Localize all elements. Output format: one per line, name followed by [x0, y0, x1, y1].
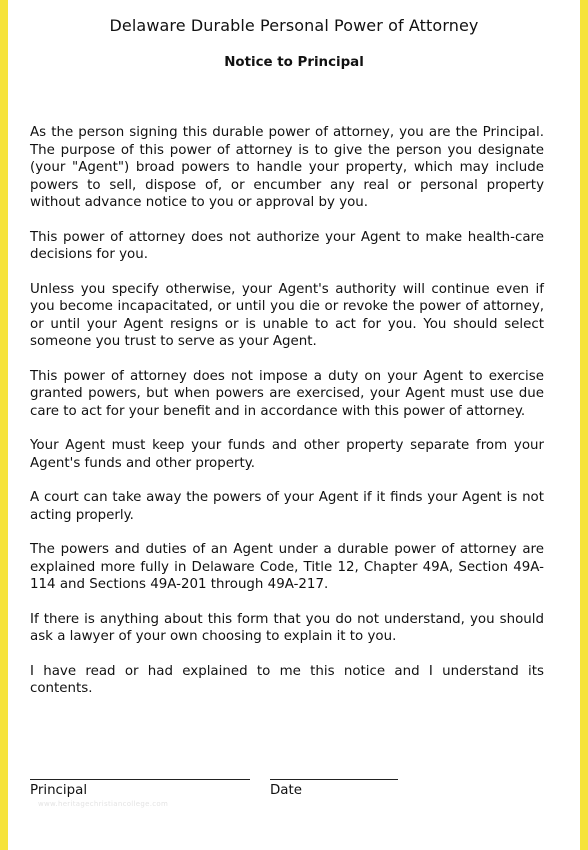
paragraph-delaware-code: The powers and duties of an Agent under a durable power of attorney are explained more fully in Delaware Code, Title 12, Chapter 49A, Section 49A-114 and Sections 49A-201 through 49A-217. — [30, 542, 544, 592]
notice-body — [30, 124, 544, 715]
paragraph-acknowledgement: I have read or had explained to me this notice and I understand its contents. — [30, 663, 544, 696]
principal-signature-line — [30, 779, 250, 780]
principal-label: Principal — [30, 783, 88, 798]
watermark: www.heritagechristiancollege.com — [38, 800, 169, 808]
paragraph-health-care: This power of attorney does not authorize your Agent to make health-care decisions for you. — [30, 229, 544, 262]
paragraph-court-powers: A court can take away the powers of your Agent if it finds your Agent is not acting properly. — [30, 490, 544, 523]
paragraph-principal-purpose: As the person signing this durable power of attorney, you are the Principal. The purpose of this power of attorney is to give the person you designate (your "Agent") broad powers to handle your property, which may include powers to sell, dispose of, or encumber any real or personal property without advance notice to you or approval by you. — [30, 125, 544, 210]
date-signature-line — [270, 779, 398, 780]
document-subtitle: Notice to Principal — [224, 55, 364, 70]
paragraph-ask-lawyer: If there is anything about this form that you do not understand, you should ask a lawyer of your own choosing to explain it to you. — [30, 611, 544, 644]
document-title: Delaware Durable Personal Power of Attorney — [109, 16, 479, 35]
paragraph-authority-continues: Unless you specify otherwise, your Agent's authority will continue even if you become incapacitated, or until you die or revoke the power of attorney, or until your Agent resigns or is unable to act for you. You should select someone you trust to serve as your Agent. — [30, 281, 544, 349]
paragraph-separate-funds: Your Agent must keep your funds and other property separate from your Agent's funds and other property. — [30, 438, 544, 471]
paragraph-agent-duty: This power of attorney does not impose a duty on your Agent to exercise granted powers, but when powers are exercised, your Agent must use due care to act for your benefit and in accordance with this power of attorney. — [30, 368, 544, 419]
date-label: Date — [270, 783, 303, 798]
